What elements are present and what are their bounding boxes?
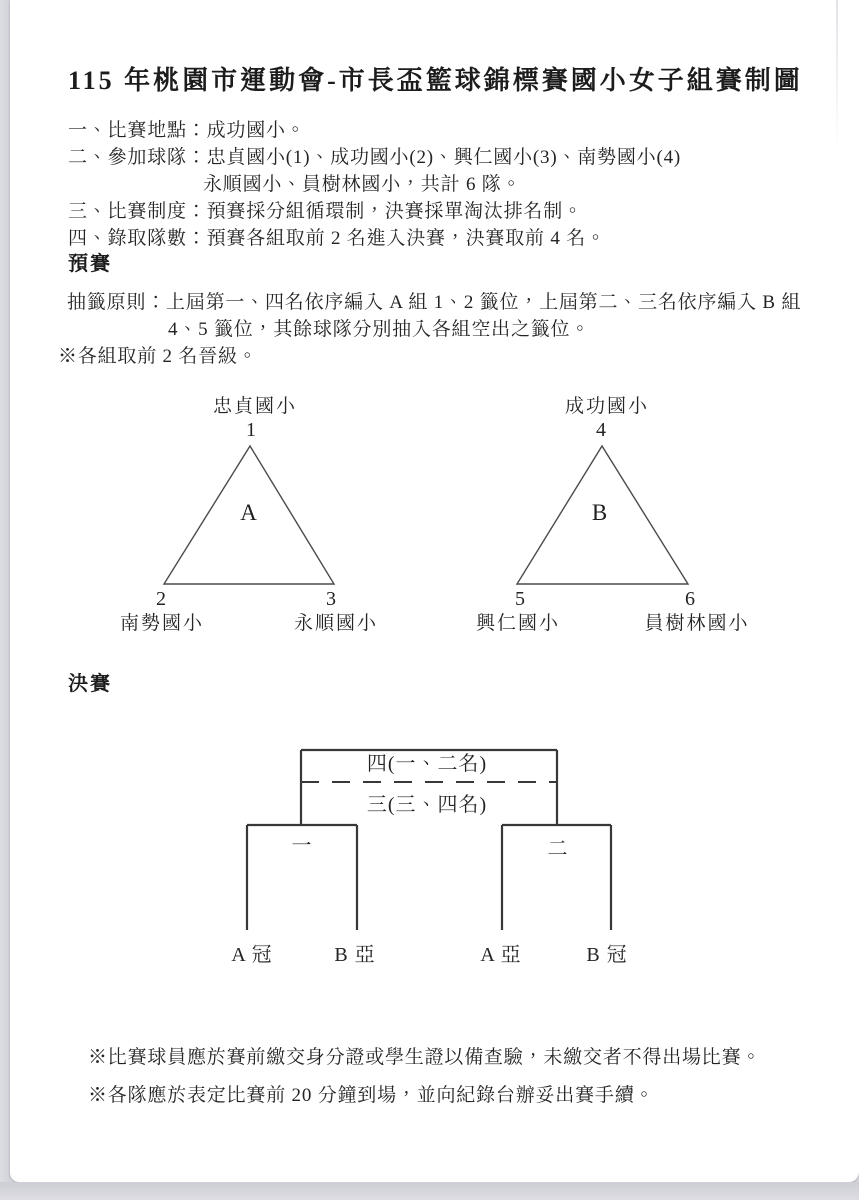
group-a-right-school: 永順國小 xyxy=(293,613,379,634)
semifinal-1-label: 一 xyxy=(291,835,313,857)
group-b-right-seed: 6 xyxy=(685,588,695,610)
group-b-top-seed: 4 xyxy=(596,419,606,441)
finals-heading: 決賽 xyxy=(68,673,112,695)
group-a-top-school: 忠貞國小 xyxy=(212,396,298,417)
rule-line-format: 三、比賽制度：預賽採分組循環制，決賽採單淘汰排名制。 xyxy=(68,201,583,222)
rule-line-teams: 二、參加球隊：忠貞國小(1)、成功國小(2)、興仁國小(3)、南勢國小(4) xyxy=(68,147,682,168)
page-title: 115 年桃園市運動會-市長盃籃球錦標賽國小女子組賽制圖 xyxy=(68,66,803,95)
group-b-right-school: 員樹林國小 xyxy=(644,613,750,634)
third-place-match-label: 三(三、四名) xyxy=(366,794,488,816)
group-a-top-seed: 1 xyxy=(246,419,256,441)
draw-principle-line-2: 4、5 籤位，其餘球隊分別抽入各組空出之籤位。 xyxy=(168,319,591,340)
semifinal-2-label: 二 xyxy=(547,838,569,860)
group-b-left-seed: 5 xyxy=(515,588,525,610)
group-a-right-seed: 3 xyxy=(326,588,336,610)
group-a-left-seed: 2 xyxy=(156,588,166,610)
group-b-left-school: 興仁國小 xyxy=(475,613,561,634)
scan-edge-left xyxy=(0,0,10,1200)
rule-line-qualifiers: 四、錄取隊數：預賽各組取前 2 名進入決賽，決賽取前 4 名。 xyxy=(68,228,606,249)
preliminary-heading: 預賽 xyxy=(68,253,112,275)
bracket-slot-a-runnerup: A 亞 xyxy=(480,944,522,966)
footer-note-id-check: ※比賽球員應於賽前繳交身分證或學生證以備查驗，未繳交者不得出場比賽。 xyxy=(88,1047,762,1068)
group-b-label: B xyxy=(591,500,609,525)
final-match-label: 四(一、二名) xyxy=(366,753,488,775)
group-b-top-school: 成功國小 xyxy=(564,396,650,417)
scan-edge-right xyxy=(836,0,838,150)
bracket-slot-b-runnerup: B 亞 xyxy=(334,944,376,966)
draw-principle-line-1: 抽籤原則：上屆第一、四名依序編入 A 組 1、2 籤位，上屆第二、三名依序編入 B 組 xyxy=(67,292,802,313)
group-a-left-school: 南勢國小 xyxy=(119,613,205,634)
footer-note-arrival: ※各隊應於表定比賽前 20 分鐘到場，並向紀錄台辦妥出賽手續。 xyxy=(88,1085,655,1106)
rule-line-teams-cont: 永順國小、員樹林國小，共計 6 隊。 xyxy=(203,174,522,195)
bracket-slot-b-winner: B 冠 xyxy=(586,944,628,966)
advance-note: ※各組取前 2 名晉級。 xyxy=(58,346,258,367)
rule-line-venue: 一、比賽地點：成功國小。 xyxy=(68,120,306,141)
bracket-slot-a-winner: A 冠 xyxy=(231,944,273,966)
scan-edge-bottom xyxy=(0,1182,859,1200)
group-a-label: A xyxy=(240,500,258,525)
